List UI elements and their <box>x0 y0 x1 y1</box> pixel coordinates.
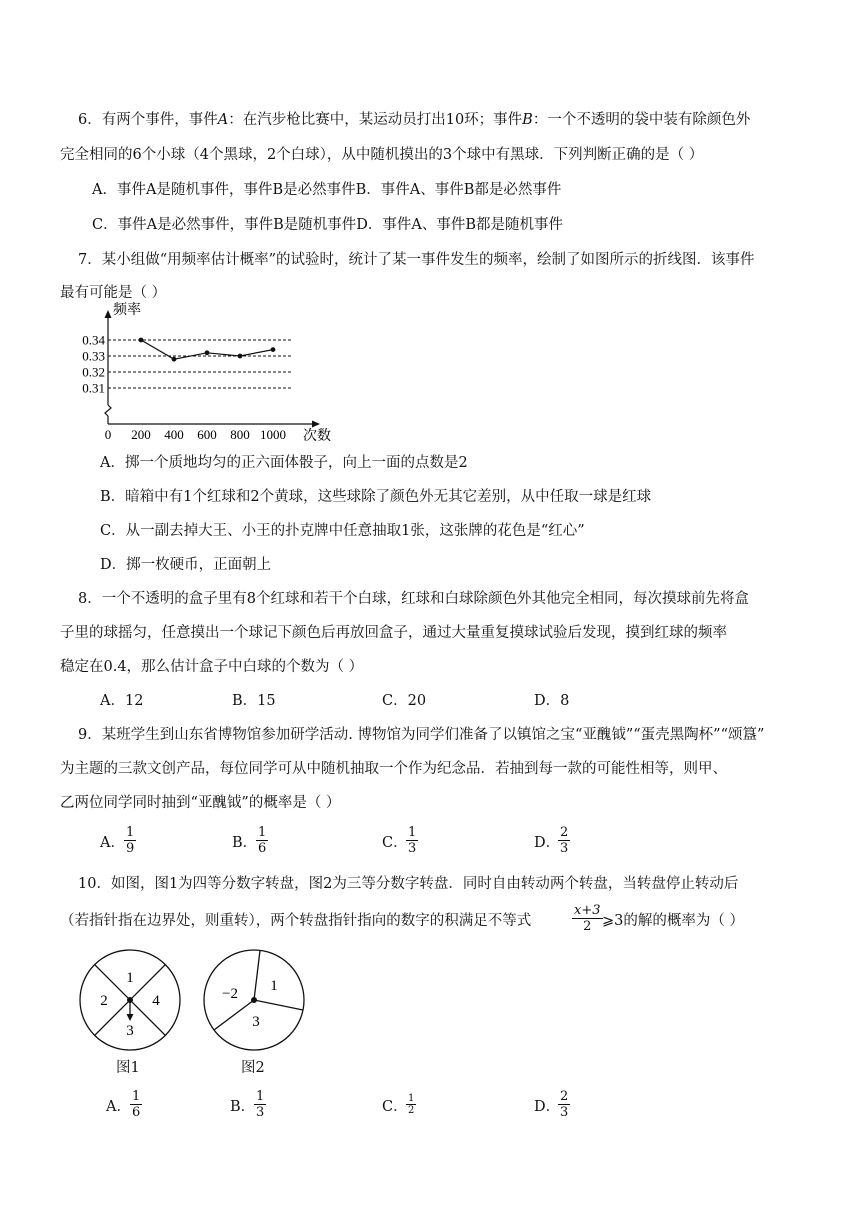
q10-option-d-label: D． <box>534 1099 561 1115</box>
x-tick-label: 200 <box>131 427 151 442</box>
q10-option-a-fraction: $\frac{1}{6}$ <box>132 1089 141 1120</box>
data-point <box>271 347 276 352</box>
q6-option-a: A．事件A是随机事件，事件B是必然事件B．事件A、事件B都是必然事件 <box>92 182 562 198</box>
q9-option-b-fraction: $\frac{1}{6}$ <box>258 825 267 856</box>
q7-line2: 最有可能是（ ） <box>60 285 167 301</box>
data-point <box>139 338 144 343</box>
spinner1-number-right: 4 <box>152 993 160 1009</box>
q8-line3: 稳定在0.4，那么估计盒子中白球的个数为（ ） <box>60 659 364 675</box>
q7-line1: 7．某小组做“用频率估计概率”的试验时，统计了某一事件发生的频率，绘制了如图所示的折线图．该事件 <box>78 252 755 268</box>
q6-option-c: C．事件A是必然事件，事件B是随机事件D．事件A、事件B都是随机事件 <box>92 217 563 233</box>
q9-line1: 9．某班学生到山东省博物馆参加研学活动. 博物馆为同学们准备了以镇馆之宝“亚醜钺”“蛋壳黑陶杯”“颂簋” <box>78 727 765 743</box>
q7-option-c: C．从一副去掉大王、小王的扑克牌中任意抽取1张，这张牌的花色是“红心” <box>100 523 585 539</box>
q6-text-b: ：在汽步枪比赛中，某运动员打出10环；事件 <box>228 112 523 128</box>
q7-option-d: D．掷一枚硬币，正面朝上 <box>100 557 272 573</box>
q9-line2: 为主题的三款文创产品，每位同学可从中随机抽取一个作为纪念品．若抽到每一款的可能性相等，则甲、 <box>60 761 727 777</box>
q10-option-a-label: A． <box>106 1099 131 1115</box>
q6-var-a: A <box>217 112 229 128</box>
spinner2-number-right: 1 <box>270 978 278 994</box>
data-point <box>238 354 243 359</box>
q9-option-d-label: D． <box>534 835 561 851</box>
y-axis-label: 频率 <box>113 303 141 318</box>
q6-var-b: B <box>522 112 533 128</box>
spinner2-number-left: −2 <box>222 986 238 1002</box>
x-tick-label: 600 <box>197 427 217 442</box>
q6-text-a: 6．有两个事件，事件 <box>78 112 218 128</box>
y-tick-label: 0.34 <box>82 332 105 348</box>
q8-option-c: C．20 <box>382 693 427 709</box>
q9-option-c-label: C． <box>382 835 408 851</box>
data-point <box>172 357 177 362</box>
q10-option-c-label: C． <box>382 1099 408 1115</box>
y-axis-arrow <box>105 310 112 318</box>
q8-option-d: D．8 <box>534 693 570 709</box>
x-tick-label: 800 <box>230 427 250 442</box>
q10-option-b-fraction: $\frac{1}{3}$ <box>256 1089 265 1120</box>
q8-option-a: A．12 <box>100 693 144 709</box>
q8-line1: 8．一个不透明的盒子里有8个红球和若干个白球，红球和白球除颜色外其他完全相同，每次摸球前先将盒 <box>78 591 749 607</box>
q9-option-b-label: B． <box>232 835 258 851</box>
q6-text-c: ：一个不透明的袋中装有除颜色外 <box>532 112 751 128</box>
q9-option-a-fraction: $\frac{1}{9}$ <box>126 825 135 856</box>
frequency-line-chart <box>70 300 350 450</box>
spinner1-number-bottom: 3 <box>126 1023 134 1039</box>
x-axis-arrow <box>312 421 320 428</box>
y-tick-label: 0.33 <box>82 348 105 364</box>
x-tick-label: 400 <box>164 427 184 442</box>
figure-1-label: 图1 <box>116 1060 140 1076</box>
q9-option-d-fraction: $\frac{2}{3}$ <box>560 825 569 856</box>
x-axis-label: 次数 <box>303 429 331 444</box>
origin-label: 0 <box>104 427 112 442</box>
q7-option-b: B．暗箱中有1个红球和2个黄球，这些球除了颜色外无其它差别，从中任取一球是红球 <box>100 489 652 505</box>
q6-line1 <box>78 110 750 130</box>
q9-option-a-label: A． <box>100 835 125 851</box>
q10-line1: 10．如图，图1为四等分数字转盘，图2为三等分数字转盘．同时自由转动两个转盘，当转盘停止转动后 <box>78 876 739 892</box>
x-tick-label: 1000 <box>260 427 286 442</box>
spinner-figure-1 <box>78 948 182 1052</box>
q7-option-a: A．掷一个质地均匀的正六面体骰子，向上一面的点数是2 <box>100 455 468 471</box>
q8-line2: 子里的球摇匀，任意摸出一个球记下颜色后再放回盒子，通过大量重复摸球试验后发现，摸到红球的频率 <box>60 625 727 641</box>
spinner2-number-bottom: 3 <box>252 1014 260 1030</box>
spinner-figure-2 <box>202 948 306 1052</box>
spinner1-number-left: 2 <box>100 993 108 1009</box>
spinner1-number-top: 1 <box>126 970 134 986</box>
axis-break-mark <box>105 405 111 416</box>
q10-inequality-fraction: $\frac{x+3}{2}$ <box>574 903 601 934</box>
figure-2-label: 图2 <box>241 1060 265 1076</box>
q10-option-c-fraction: $\frac{1}{2}$ <box>408 1093 415 1116</box>
q10-line2b: ⩾3的解的概率为（ ） <box>602 913 744 929</box>
q9-option-c-fraction: $\frac{1}{3}$ <box>408 825 417 856</box>
q8-option-b: B．15 <box>232 693 276 709</box>
q10-line2a: （若指针指在边界处，则重转），两个转盘指针指向的数字的积满足不等式 <box>60 913 532 929</box>
q10-option-b-label: B． <box>230 1099 256 1115</box>
q6-line2: 完全相同的6个小球（4个黑球，2个白球），从中随机摸出的3个球中有黑球．下列判断正确的是（ ） <box>60 147 704 163</box>
y-tick-label: 0.31 <box>82 380 105 396</box>
q10-option-d-fraction: $\frac{2}{3}$ <box>560 1089 569 1120</box>
y-tick-label: 0.32 <box>82 364 105 380</box>
data-point <box>205 350 210 355</box>
q9-line3: 乙两位同学同时抽到“亚醜钺”的概率是（ ） <box>60 795 341 811</box>
